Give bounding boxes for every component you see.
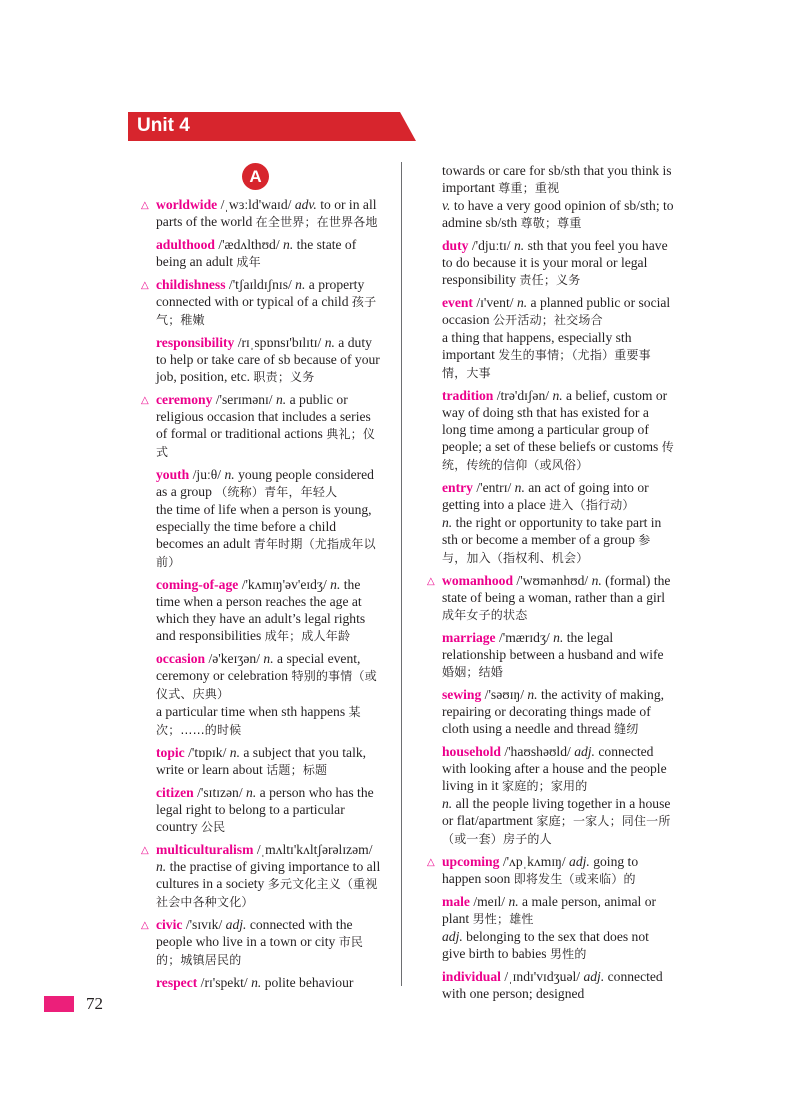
pronunciation: /'tɒpɪk/ <box>184 745 230 760</box>
headword: childishness <box>156 277 226 292</box>
part-of-speech: adv. <box>294 197 317 212</box>
part-of-speech: n. <box>513 238 525 253</box>
part-of-speech: n. <box>442 515 453 530</box>
pronunciation: /rɪˌspɒnsɪ'bɪlɪtɪ/ <box>234 335 325 350</box>
page-number-tab <box>44 996 74 1012</box>
entry-sense <box>156 276 382 329</box>
headword: multiculturalism <box>156 842 254 857</box>
english-definition: towards or care for sb/sth that you think is important <box>442 163 672 195</box>
headword: ceremony <box>156 392 213 407</box>
english-definition: the right or opportunity to take part in sth or become a member of a group <box>442 515 662 547</box>
pronunciation: /'entrɪ/ <box>472 480 515 495</box>
entry-sense <box>442 479 674 514</box>
entry-sense <box>156 784 382 836</box>
english-definition: a belief, custom or way of doing sth that has existed for a long time among a particular group of people; a set of these beliefs or customs <box>442 388 668 454</box>
right-column <box>427 162 674 1007</box>
part-of-speech: n. <box>514 480 525 495</box>
entry-sense <box>442 294 674 329</box>
entry-sense <box>156 703 382 739</box>
part-of-speech: adj. <box>569 854 590 869</box>
part-of-speech: adj. <box>574 744 595 759</box>
chinese-translation: 缝纫 <box>614 722 639 736</box>
key-word-triangle-icon: △ <box>141 395 149 406</box>
entry-sense <box>156 466 382 501</box>
headword: individual <box>442 969 501 984</box>
key-word-triangle-icon: △ <box>427 576 435 587</box>
headword: topic <box>156 745 185 760</box>
chinese-translation: 成年女子的状态 <box>442 608 528 622</box>
english-definition: a public or religious occasion that includes a series of formal or traditional actions <box>156 392 371 441</box>
part-of-speech: n. <box>283 237 294 252</box>
english-definition: a planned public or social occasion <box>442 295 671 327</box>
dictionary-entry <box>442 686 674 738</box>
pronunciation: /meɪl/ <box>469 894 509 909</box>
part-of-speech: adj. <box>442 929 463 944</box>
chinese-translation: 婚姻；结婚 <box>442 665 504 679</box>
chinese-translation: 尊敬；尊重 <box>520 216 582 230</box>
part-of-speech: n. <box>330 577 341 592</box>
headword: adulthood <box>156 237 215 252</box>
key-word-triangle-icon: △ <box>141 280 149 291</box>
part-of-speech: n. <box>324 335 335 350</box>
english-definition: connected with the people who live in a town or city <box>156 917 353 949</box>
entry-sense <box>442 893 674 928</box>
chinese-translation: 男性；雄性 <box>472 912 534 926</box>
part-of-speech: n. <box>156 859 167 874</box>
entry-sense <box>442 795 674 848</box>
english-definition: to have a very good opinion of sb/sth; to admine sb/sth <box>442 198 674 230</box>
dictionary-entry <box>156 744 382 779</box>
dictionary-entry <box>442 743 674 848</box>
part-of-speech: n. <box>591 573 602 588</box>
entry-sense <box>442 968 674 1002</box>
pronunciation: /ˌmʌltɪ'kʌltʃərəlɪzəm/ <box>253 842 373 857</box>
entry-sense <box>156 501 382 571</box>
part-of-speech: v. <box>442 198 451 213</box>
entry-sense <box>442 237 674 289</box>
part-of-speech: n. <box>246 785 257 800</box>
entry-sense <box>156 916 382 969</box>
key-word-triangle-icon: △ <box>141 845 149 856</box>
chinese-translation: 典礼；仪式 <box>156 427 376 459</box>
headword: respect <box>156 975 198 990</box>
column-divider <box>401 162 402 986</box>
entry-sense <box>442 928 674 963</box>
pronunciation: /'mærɪdʒ/ <box>495 630 554 645</box>
pronunciation: /'sɪvɪk/ <box>182 917 226 932</box>
entry-sense <box>156 391 382 461</box>
unit-banner <box>128 112 416 141</box>
english-definition: a thing that happens, especially sth important <box>442 330 632 362</box>
english-definition: going to happen soon <box>442 854 639 886</box>
pronunciation: /'ʌpˌkʌmɪŋ/ <box>499 854 570 869</box>
chinese-translation: 成年；成人年龄 <box>264 629 351 643</box>
english-definition: sth that you feel you have to do because it is your moral or legal responsibility <box>442 238 668 287</box>
english-definition: the legal relationship between a husband and wife <box>442 630 664 662</box>
pronunciation: /ɪ'vent/ <box>472 295 517 310</box>
chinese-translation: 在全世界；在世界各地 <box>255 215 378 229</box>
chinese-translation: 某次；……的时候 <box>156 705 361 737</box>
english-definition: the time when a person reaches the age at which they have an adult’s legal rights and responsibilities <box>156 577 366 643</box>
chinese-translation: 成年 <box>236 255 261 269</box>
chinese-translation: 参与，加入（指权利、机会） <box>442 533 651 565</box>
chinese-translation: 公民 <box>200 820 226 834</box>
entry-sense <box>156 650 382 703</box>
part-of-speech: n. <box>527 687 538 702</box>
english-definition: connected with looking after a house and the people living in it <box>442 744 667 793</box>
headword: civic <box>156 917 183 932</box>
english-definition: the state of being an adult <box>156 237 357 269</box>
chinese-translation: （统称）青年，年轻人 <box>215 485 338 499</box>
pronunciation: /'kʌmɪŋ'əv'eɪdʒ/ <box>238 577 331 592</box>
part-of-speech: n. <box>224 467 235 482</box>
headword: coming-of-age <box>156 577 239 592</box>
key-word-triangle-icon: △ <box>427 857 435 868</box>
pronunciation: /juːθ/ <box>189 467 225 482</box>
headword: womanhood <box>442 573 514 588</box>
dictionary-entry <box>442 893 674 963</box>
english-definition: young people considered as a group <box>156 467 374 499</box>
chinese-translation: 发生的事情；（尤指）重要事情，大事 <box>442 348 651 380</box>
pronunciation: /'serɪmənɪ/ <box>212 392 276 407</box>
headword: event <box>442 295 473 310</box>
dictionary-entry <box>156 334 382 386</box>
dictionary-entry <box>156 576 382 645</box>
dictionary-entry <box>156 974 382 991</box>
english-definition: belonging to the sex that does not give birth to babies <box>442 929 649 961</box>
entry-sense <box>156 236 382 271</box>
pronunciation: /'tʃaɪldɪʃnɪs/ <box>225 277 296 292</box>
english-definition: a particular time when sth happens <box>156 704 349 719</box>
dictionary-entry <box>442 968 674 1002</box>
unit-title: Unit 4 <box>137 115 190 136</box>
part-of-speech: n. <box>295 277 306 292</box>
english-definition: the practise of giving importance to all cultures in a society <box>156 859 381 891</box>
english-definition: a male person, animal or plant <box>442 894 657 926</box>
chinese-translation: 职责；义务 <box>253 370 315 384</box>
part-of-speech: n. <box>442 796 453 811</box>
dictionary-entry <box>442 237 674 289</box>
dictionary-entry <box>442 629 674 681</box>
chinese-translation: 公开活动；社交场合 <box>492 313 603 327</box>
dictionary-entry <box>442 294 674 382</box>
part-of-speech: n. <box>552 388 563 403</box>
chinese-translation: 家庭的；家用的 <box>502 779 588 793</box>
entry-sense <box>442 629 674 681</box>
entry-sense <box>442 514 674 567</box>
dictionary-entry <box>141 391 382 461</box>
headword: entry <box>442 480 473 495</box>
dictionary-entry <box>442 387 674 474</box>
entry-sense <box>156 744 382 779</box>
chinese-translation: 青年时期（尤指成年以前） <box>156 537 376 569</box>
headword: duty <box>442 238 469 253</box>
pronunciation: /ˌwɜːld'waɪd/ <box>217 197 295 212</box>
entry-sense <box>442 197 674 232</box>
chinese-translation: 多元文化主义（重视社会中各种文化） <box>156 877 378 909</box>
part-of-speech: n. <box>229 745 240 760</box>
english-definition: to or in all parts of the world <box>156 197 377 229</box>
entry-sense <box>156 841 382 911</box>
headword: youth <box>156 467 190 482</box>
entry-sense <box>442 686 674 738</box>
pronunciation: /ə'keɪʒən/ <box>205 651 264 666</box>
pronunciation: /'səʊɪŋ/ <box>481 687 528 702</box>
pronunciation: /'haʊshəʊld/ <box>500 744 575 759</box>
headword: marriage <box>442 630 496 645</box>
dictionary-entry <box>141 916 382 969</box>
part-of-speech: n. <box>516 295 528 310</box>
entry-sense <box>156 334 382 386</box>
dictionary-entry <box>442 479 674 567</box>
english-definition: connected with one person; designed <box>442 969 663 1001</box>
pronunciation: /trə'dɪʃən/ <box>493 388 553 403</box>
dictionary-entry <box>141 841 382 911</box>
pronunciation: /ˌɪndɪ'vɪdʒuəl/ <box>500 969 584 984</box>
english-definition: a person who has the legal right to belong to a particular country <box>156 785 374 834</box>
english-definition: (formal) the state of being a woman, rather than a girl <box>442 573 671 605</box>
chinese-translation: 传统，传统的信仰（或风俗） <box>442 440 674 472</box>
entry-sense <box>156 974 382 991</box>
pronunciation: /'sɪtɪzən/ <box>193 785 247 800</box>
left-column <box>141 196 382 996</box>
chinese-translation: 男性的 <box>549 947 587 961</box>
entry-sense <box>442 572 674 624</box>
key-word-triangle-icon: △ <box>141 920 149 931</box>
dictionary-entry <box>141 276 382 329</box>
pronunciation: /'ædʌlthʊd/ <box>214 237 284 252</box>
headword: upcoming <box>442 854 500 869</box>
part-of-speech: n. <box>553 630 564 645</box>
dictionary-entry <box>156 650 382 739</box>
entry-sense <box>442 387 674 474</box>
headword: responsibility <box>156 335 235 350</box>
headword: tradition <box>442 388 494 403</box>
part-of-speech: n. <box>263 651 274 666</box>
key-word-triangle-icon: △ <box>141 200 149 211</box>
chinese-translation: 市民的；城镇居民的 <box>156 935 364 967</box>
english-definition: a duty to help or take care of sb because of your job, position, etc. <box>156 335 380 384</box>
dictionary-entry <box>141 196 382 231</box>
page-number: 72 <box>86 994 103 1013</box>
english-definition: a special event, ceremony or celebration <box>156 651 361 683</box>
part-of-speech: adj. <box>225 917 247 932</box>
english-definition: the time of life when a person is young, especially the time before a child becomes an adult <box>156 502 372 551</box>
headword: household <box>442 744 501 759</box>
entry-sense <box>156 196 382 231</box>
part-of-speech: n. <box>251 975 262 990</box>
part-of-speech: adj. <box>583 969 605 984</box>
english-definition: the activity of making, repairing or decorating things made of cloth using a needle and thread <box>442 687 665 736</box>
part-of-speech: n. <box>275 392 287 407</box>
dictionary-entry <box>427 853 674 888</box>
pronunciation: /'djuːtɪ/ <box>468 238 514 253</box>
english-definition: an act of going into or getting into a place <box>442 480 649 512</box>
part-of-speech: n. <box>508 894 519 909</box>
dictionary-entry <box>442 162 674 232</box>
english-definition: all the people living together in a house or flat/apartment <box>442 796 671 828</box>
chinese-translation: 特别的事情（或仪式、庆典） <box>156 669 377 701</box>
dictionary-entry <box>156 784 382 836</box>
entry-sense <box>442 743 674 795</box>
chinese-translation: 即将发生（或来临）的 <box>513 872 636 886</box>
pronunciation: /'wʊmənhʊd/ <box>513 573 592 588</box>
entry-sense <box>442 329 674 382</box>
dictionary-entry <box>156 466 382 571</box>
headword: worldwide <box>156 197 218 212</box>
english-definition: a property connected with or typical of a child <box>156 277 365 309</box>
chinese-translation: 进入（指行动） <box>549 498 635 512</box>
entry-sense <box>442 853 674 888</box>
dictionary-entry <box>156 236 382 271</box>
entry-sense <box>442 162 674 197</box>
chinese-translation: 尊重；重视 <box>498 181 560 195</box>
headword: citizen <box>156 785 194 800</box>
chinese-translation: 话题；标题 <box>266 763 328 777</box>
chinese-translation: 孩子气；稚嫩 <box>156 295 377 327</box>
pronunciation: /rɪ'spekt/ <box>197 975 252 990</box>
english-definition: polite behaviour <box>261 975 354 990</box>
chinese-translation: 家庭；一家人；同住一所（或一套）房子的人 <box>442 814 671 846</box>
dictionary-entry <box>427 572 674 624</box>
headword: occasion <box>156 651 206 666</box>
headword: sewing <box>442 687 482 702</box>
section-letter-badge: A <box>242 163 269 190</box>
entry-sense <box>156 576 382 645</box>
headword: male <box>442 894 470 909</box>
chinese-translation: 责任；义务 <box>519 273 581 287</box>
english-definition: a subject that you talk, write or learn about <box>156 745 367 777</box>
